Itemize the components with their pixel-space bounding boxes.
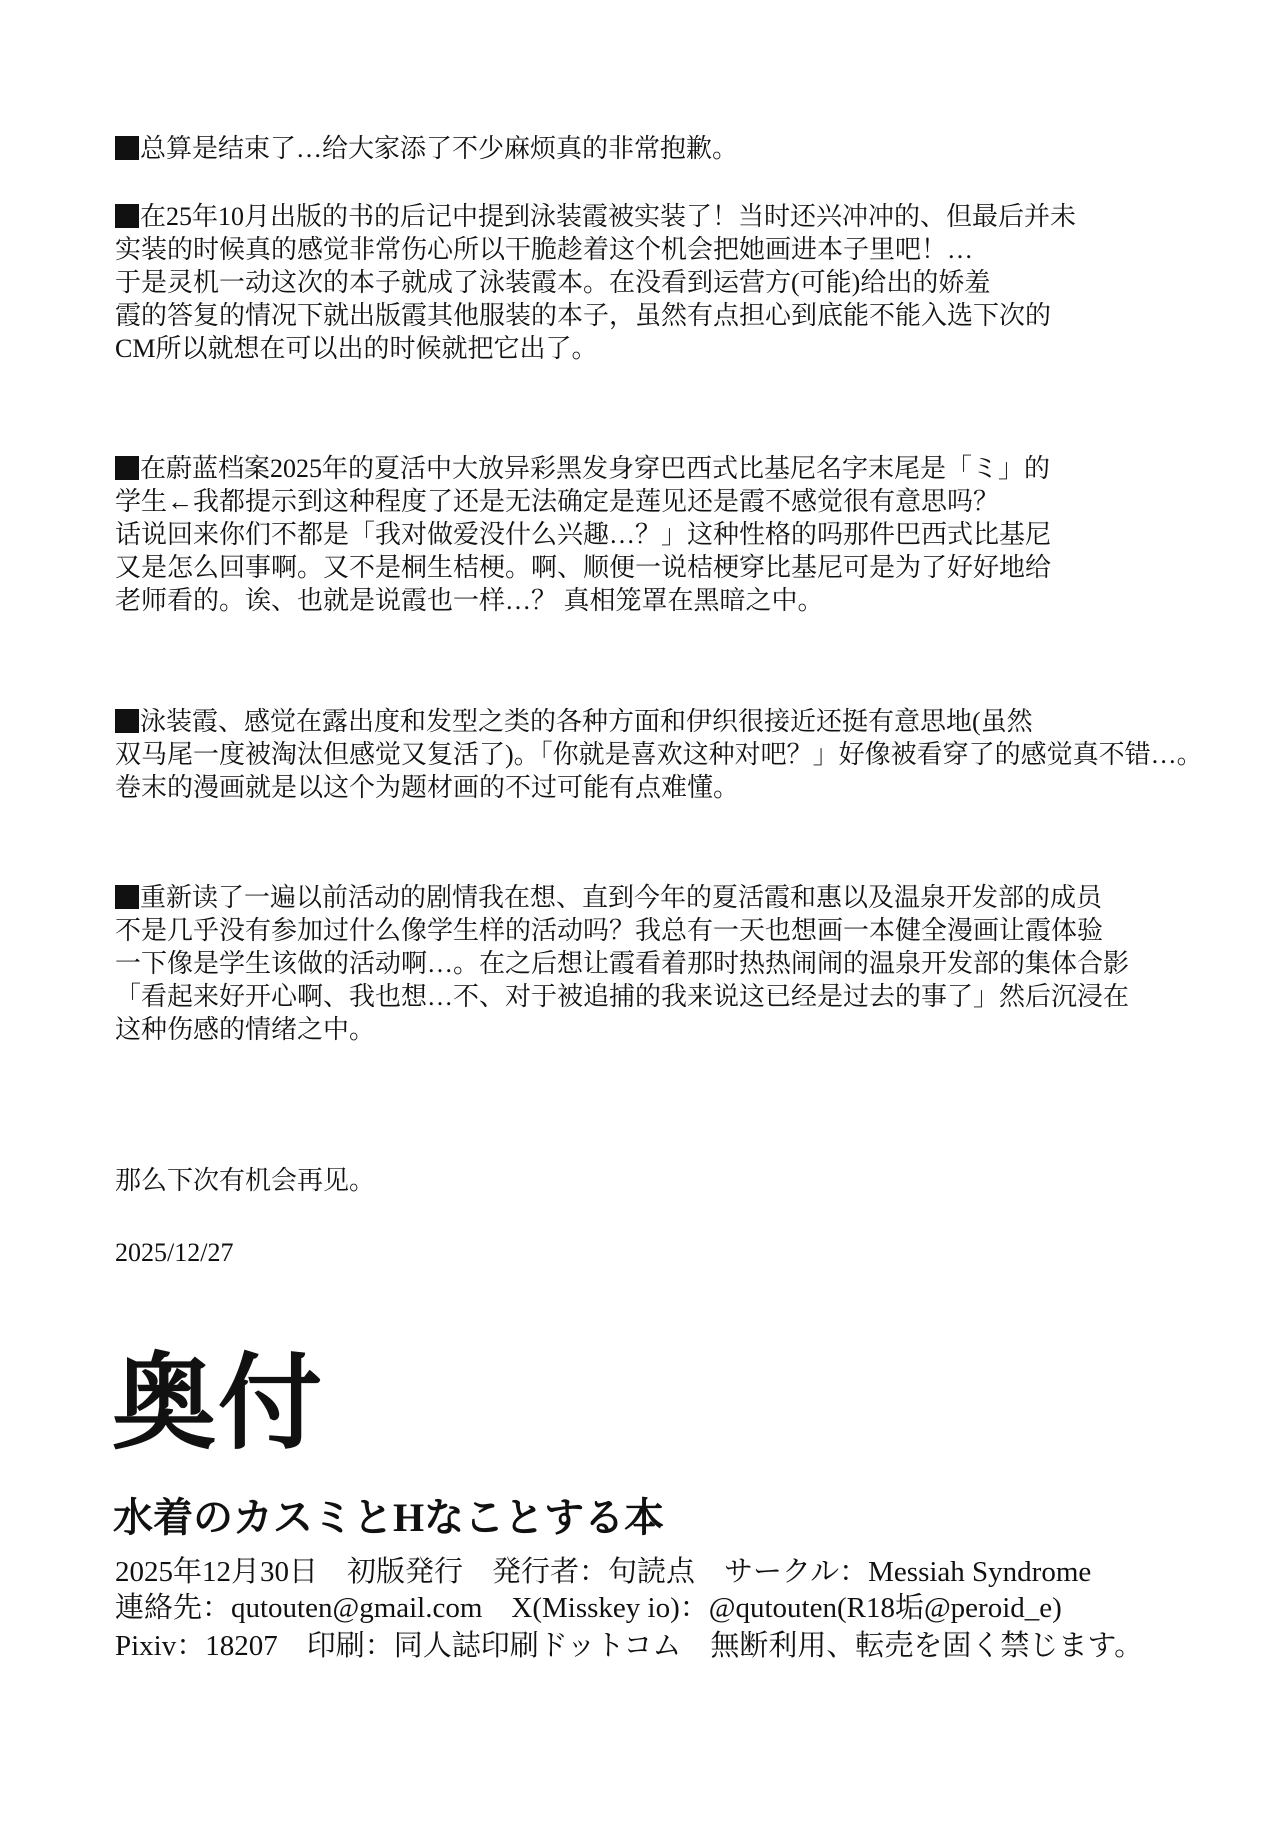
text-line: 卷末的漫画就是以这个为题材画的不过可能有点难懂。	[115, 773, 740, 802]
text-line: 在25年10月出版的书的后记中提到泳装霞被实装了！当时还兴冲冲的、但最后并未	[140, 202, 1077, 231]
paragraph-reread-story	[115, 881, 1129, 1046]
text-line: 一下像是学生该做的活动啊…。在之后想让霞看着那时热热闹闹的温泉开发部的集体合影	[115, 949, 1130, 978]
book-title: 水着のカスミとHなことする本	[113, 1495, 665, 1540]
text-line: 学生←我都提示到这种程度了还是无法确定是莲见还是霞不感觉很有意思吗？	[115, 487, 1000, 516]
afterword-date	[115, 1236, 233, 1269]
text-line: CM所以就想在可以出的时候就把它出了。	[115, 334, 598, 363]
text-line: 泳装霞、感觉在露出度和发型之类的各种方面和伊织很接近还挺有意思地(虽然	[140, 707, 1033, 736]
paragraph-apology	[115, 132, 738, 165]
text-line: 重新读了一遍以前活动的剧情我在想、直到今年的夏活霞和惠以及温泉开发部的成员	[140, 883, 1103, 912]
text-line: 在蔚蓝档案2025年的夏活中大放异彩黑发身穿巴西式比基尼名字末尾是「ミ」的	[140, 454, 1051, 483]
bullet-square-icon	[115, 136, 139, 160]
text-line: 总算是结束了…给大家添了不少麻烦真的非常抱歉。	[140, 134, 739, 163]
colophon-contact-line: 連絡先：qutouten@gmail.com X(Misskey io)：@qutouten(R18垢@peroid_e)	[115, 1592, 1062, 1624]
colophon-heading: 奥付	[112, 1347, 325, 1462]
closing-remark	[115, 1164, 375, 1197]
text-line: 实装的时候真的感觉非常伤心所以干脆趁着这个机会把她画进本子里吧！…	[115, 235, 974, 264]
text-line: 话说回来你们不都是「我对做爱没什么兴趣…？」这种性格的吗那件巴西式比基尼	[115, 520, 1052, 549]
text-line: 这种伤感的情绪之中。	[115, 1015, 376, 1044]
text-line: 老师看的。诶、也就是说霞也一样…？ 真相笼罩在黑暗之中。	[115, 586, 824, 615]
text-line: 又是怎么回事啊。又不是桐生桔梗。啊、顺便一说桔梗穿比基尼可是为了好好地给	[115, 553, 1052, 582]
bullet-square-icon	[115, 885, 139, 909]
bullet-square-icon	[115, 709, 139, 733]
paragraph-swimsuit-kasumi	[115, 705, 1203, 804]
colophon-publication-line: 2025年12月30日 初版発行 発行者：句読点 サークル：Messiah Syndrome	[115, 1556, 1092, 1588]
bullet-square-icon	[115, 456, 139, 480]
text-line: 2025/12/27	[115, 1238, 234, 1267]
text-line: 于是灵机一动这次的本子就成了泳装霞本。在没看到运营方(可能)给出的娇羞	[115, 268, 991, 297]
text-line: 霞的答复的情况下就出版霞其他服装的本子，虽然有点担心到底能不能入选下次的	[115, 301, 1052, 330]
text-line: 双马尾一度被淘汰但感觉又复活了)。「你就是喜欢这种对吧？」好像被看穿了的感觉真不错…。	[115, 740, 1203, 769]
bullet-square-icon	[115, 204, 139, 228]
paragraph-summer-event	[115, 452, 1051, 617]
colophon-print-line: Pixiv：18207 印刷：同人誌印刷ドットコム 無断利用、転売を固く禁じます。	[115, 1630, 1144, 1662]
text-line: 那么下次有机会再见。	[115, 1166, 376, 1195]
paragraph-swimsuit-implementation	[115, 200, 1076, 365]
text-line: 「看起来好开心啊、我也想…不、对于被追捕的我来说这已经是过去的事了」然后沉浸在	[115, 982, 1130, 1011]
text-line: 不是几乎没有参加过什么像学生样的活动吗？我总有一天也想画一本健全漫画让霞体验	[115, 916, 1104, 945]
